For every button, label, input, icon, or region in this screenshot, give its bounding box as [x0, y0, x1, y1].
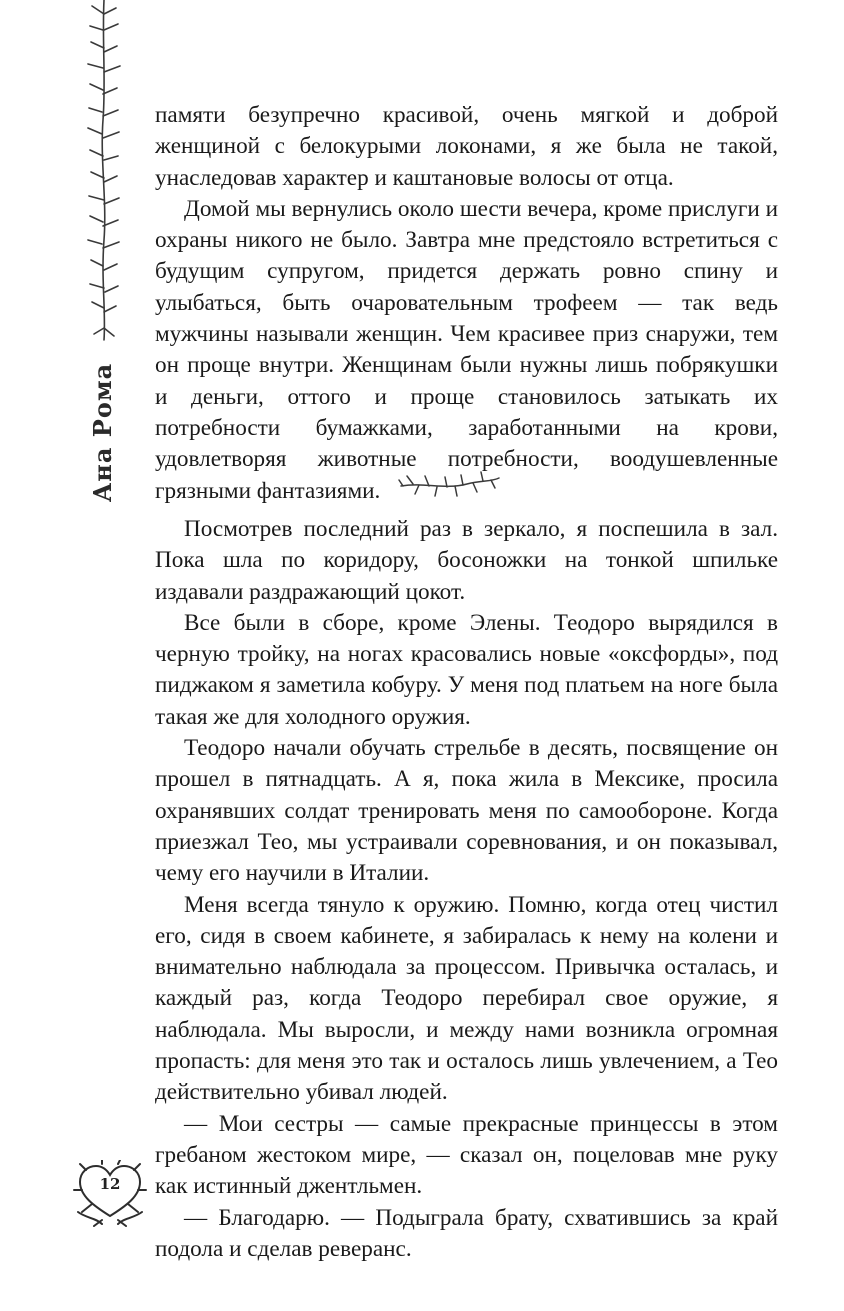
text-column-top [155, 100, 778, 507]
author-name-vertical [83, 352, 123, 512]
paragraph: памяти безупречно красивой, очень мягкой и доброй женщиной с белокурыми локонами, я же была не такой, унаследовав характер и каштановые волосы от отца. [155, 102, 778, 191]
thorn-heart-icon [72, 1160, 148, 1228]
paragraph: Все были в сборе, кроме Элены. Теодоро вырядился в черную тройку, на ногах красовались новые «оксфорды», под пиджаком я заметила кобуру. У меня под платьем на ноге была такая же для холодного оружия. [155, 609, 778, 730]
thorn-vine-ornament [82, 0, 126, 345]
paragraph: Теодоро начали обучать стрельбе в десять, посвящение он прошел в пятнадцать. А я, пока жила в Мексике, просила охранявших солдат тренировать меня по самообороне. Когда приезжал Тео, мы устраивали соревнования, и он показывал, чему его научили в Италии. [155, 735, 778, 887]
paragraph: Домой мы вернулись около шести вечера, кроме прислуги и охраны никого не было. Завтра мне предстояло встретиться с будущим супругом, придется держать ровно спину и улыбаться, быть очаровательным трофеем — так ведь мужчины называли женщин. Чем красивее приз снаружи, тем он проще внутри. Женщинам были нужны лишь побрякушки и деньги, оттого и проще становилось затыкать их потребности бумажками, заработанными на крови, удовлетворяя животные потребности, воодушевленные грязными фантазиями. [155, 195, 778, 504]
text-column-bottom [155, 514, 778, 1265]
paragraph: Посмотрев последний раз в зеркало, я поспешила в зал. Пока шла по коридору, босоножки на тонкой шпильке издавали раздражающий цокот. [155, 516, 778, 605]
thorn-divider-ornament [395, 468, 505, 502]
page-number: 12 [99, 1175, 121, 1193]
author-name: Ана Рома [88, 362, 118, 502]
paragraph: — Мои сестры — самые прекрасные принцессы в этом гребаном жестоком мире, — сказал он, поцеловав мне руку как истинный джентльмен. [155, 1110, 778, 1200]
paragraph: Меня всегда тянуло к оружию. Помню, когда отец чистил его, сидя в своем кабинете, я забиралась к нему на колени и внимательно наблюдала за процессом. Привычка осталась, и каждый раз, когда Теодоро перебирал свое оружие, я наблюдала. Мы выросли, и между нами возникла огромная пропасть: для меня это так и осталось лишь увлечением, а Тео действительно убивал людей. [155, 891, 778, 1106]
paragraph: — Благодарю. — Подыграла брату, схватившись за край подола и сделав реверанс. [155, 1204, 778, 1262]
